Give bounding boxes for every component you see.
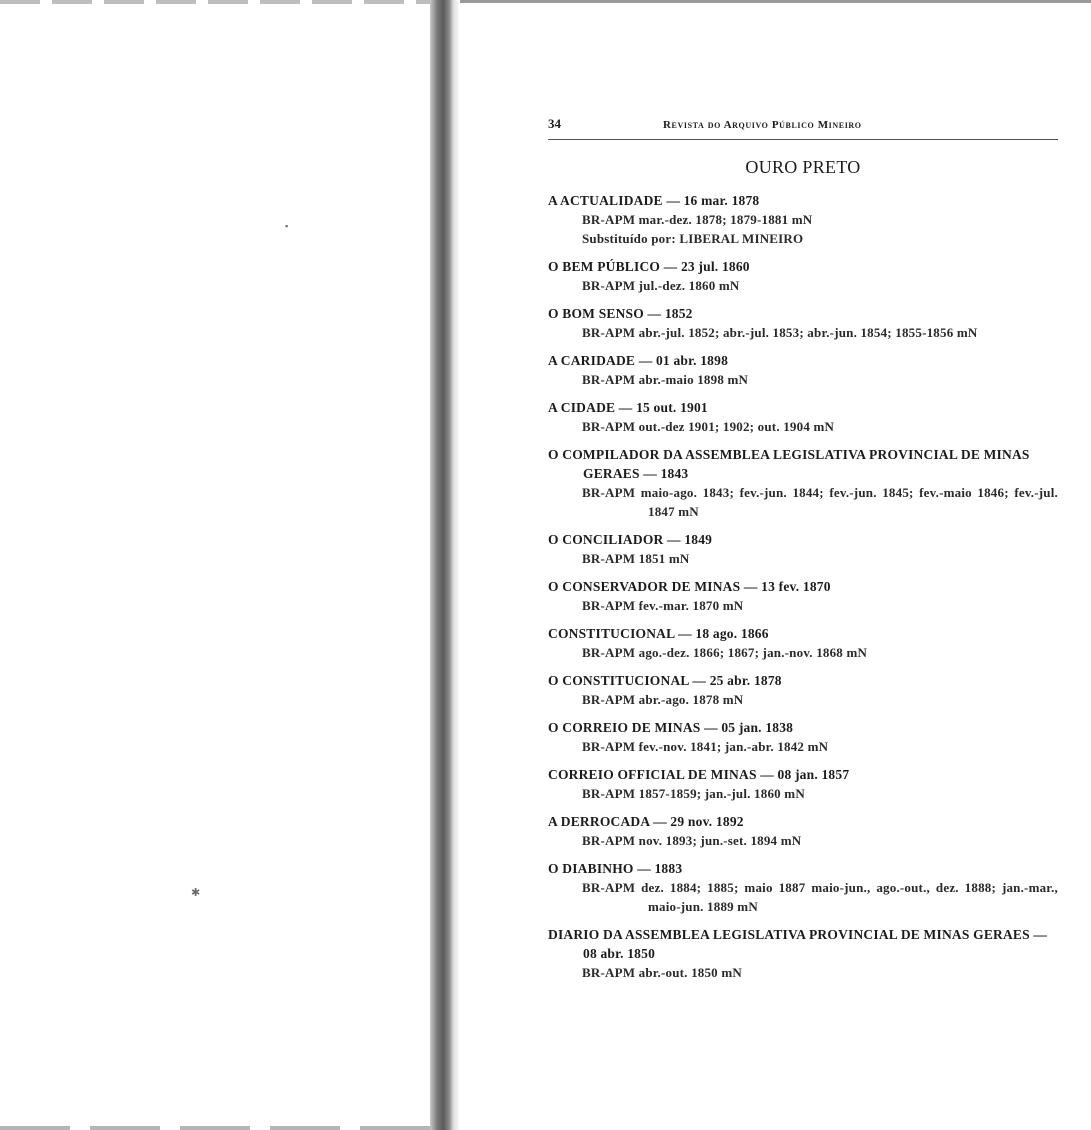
- entry-holdings: BR-APM abr.-maio 1898 mN: [582, 372, 749, 387]
- list-item: [548, 671, 1058, 709]
- entry-title: O CONSTITUCIONAL — 25 abr. 1878: [548, 673, 782, 688]
- entry-holdings: BR-APM fev.-mar. 1870 mN: [582, 598, 744, 613]
- entry-holdings: BR-APM 1857-1859; jan.-jul. 1860 mN: [582, 786, 805, 801]
- entry-holdings: BR-APM abr.-ago. 1878 mN: [582, 692, 744, 707]
- list-item: [548, 257, 1058, 295]
- entry-holdings: BR-APM out.-dez 1901; 1902; out. 1904 mN: [582, 419, 835, 434]
- entry-title: CORREIO OFFICIAL DE MINAS — 08 jan. 1857: [548, 767, 850, 782]
- entry-holdings: BR-APM 1851 mN: [582, 551, 690, 566]
- list-item: [548, 445, 1058, 521]
- list-item: [548, 191, 1058, 248]
- newspaper-list: [548, 191, 1058, 982]
- entry-title: A CIDADE — 15 out. 1901: [548, 400, 708, 415]
- entry-title: A ACTUALIDADE — 16 mar. 1878: [548, 193, 760, 208]
- running-header: [548, 116, 1058, 140]
- list-item: [548, 398, 1058, 436]
- entry-title: O CONSERVADOR DE MINAS — 13 fev. 1870: [548, 579, 831, 594]
- page-edge-top-left: [0, 0, 430, 4]
- journal-title: Revista do Arquivo Público Mineiro: [663, 119, 862, 131]
- entry-title: O BEM PÚBLICO — 23 jul. 1860: [548, 259, 750, 274]
- entry-title: A DERROCADA — 29 nov. 1892: [548, 814, 744, 829]
- list-item: [548, 925, 1058, 982]
- page-number: 34: [548, 116, 561, 131]
- list-item: [548, 859, 1058, 916]
- paper-speck: ✱: [191, 887, 201, 899]
- entry-title: CONSTITUCIONAL — 18 ago. 1866: [548, 626, 769, 641]
- entry-holdings: BR-APM fev.-nov. 1841; jan.-abr. 1842 mN: [582, 739, 829, 754]
- entry-title: O CORREIO DE MINAS — 05 jan. 1838: [548, 720, 794, 735]
- entry-title: A CARIDADE — 01 abr. 1898: [548, 353, 729, 368]
- entry-title: DIARIO DA ASSEMBLEA LEGISLATIVA PROVINCIAL DE MINAS GERAES — 08 abr. 1850: [548, 927, 1048, 961]
- entry-title: O COMPILADOR DA ASSEMBLEA LEGISLATIVA PROVINCIAL DE MINAS GERAES — 1843: [548, 447, 1030, 481]
- list-item: [548, 624, 1058, 662]
- entry-title: O CONCILIADOR — 1849: [548, 532, 713, 547]
- list-item: [548, 304, 1058, 342]
- list-item: [548, 577, 1058, 615]
- list-item: [548, 530, 1058, 568]
- entry-holdings: BR-APM abr.-out. 1850 mN: [582, 965, 742, 980]
- entry-holdings: BR-APM abr.-jul. 1852; abr.-jul. 1853; abr.-jun. 1854; 1855-1856 mN: [582, 325, 978, 340]
- section-title: OURO PRETO: [745, 157, 861, 177]
- entry-title: O DIABINHO — 1883: [548, 861, 683, 876]
- list-item: [548, 812, 1058, 850]
- paper-speck: ▪: [285, 221, 289, 231]
- entry-holdings: BR-APM jul.-dez. 1860 mN: [582, 278, 740, 293]
- gutter-shadow: [454, 0, 460, 1130]
- page-edge-top-right: [460, 0, 1091, 3]
- list-item: [548, 351, 1058, 389]
- entry-note: Substituído por: LIBERAL MINEIRO: [582, 231, 804, 246]
- entry-holdings: BR-APM ago.-dez. 1866; 1867; jan.-nov. 1868 mN: [582, 645, 868, 660]
- right-page: [548, 116, 1058, 991]
- page-edge-bottom-left: [0, 1126, 430, 1130]
- entry-holdings: BR-APM mar.-dez. 1878; 1879-1881 mN: [582, 212, 813, 227]
- book-gutter: [430, 0, 454, 1130]
- entry-holdings: BR-APM dez. 1884; 1885; maio 1887 maio-jun., ago.-out., dez. 1888; jan.-mar., maio-jun. 1889 mN: [582, 880, 1058, 914]
- list-item: [548, 765, 1058, 803]
- list-item: [548, 718, 1058, 756]
- entry-title: O BOM SENSO — 1852: [548, 306, 693, 321]
- entry-holdings: BR-APM nov. 1893; jun.-set. 1894 mN: [582, 833, 802, 848]
- entry-holdings: BR-APM maio-ago. 1843; fev.-jun. 1844; fev.-jun. 1845; fev.-maio 1846; fev.-jul. 1847 mN: [582, 485, 1058, 519]
